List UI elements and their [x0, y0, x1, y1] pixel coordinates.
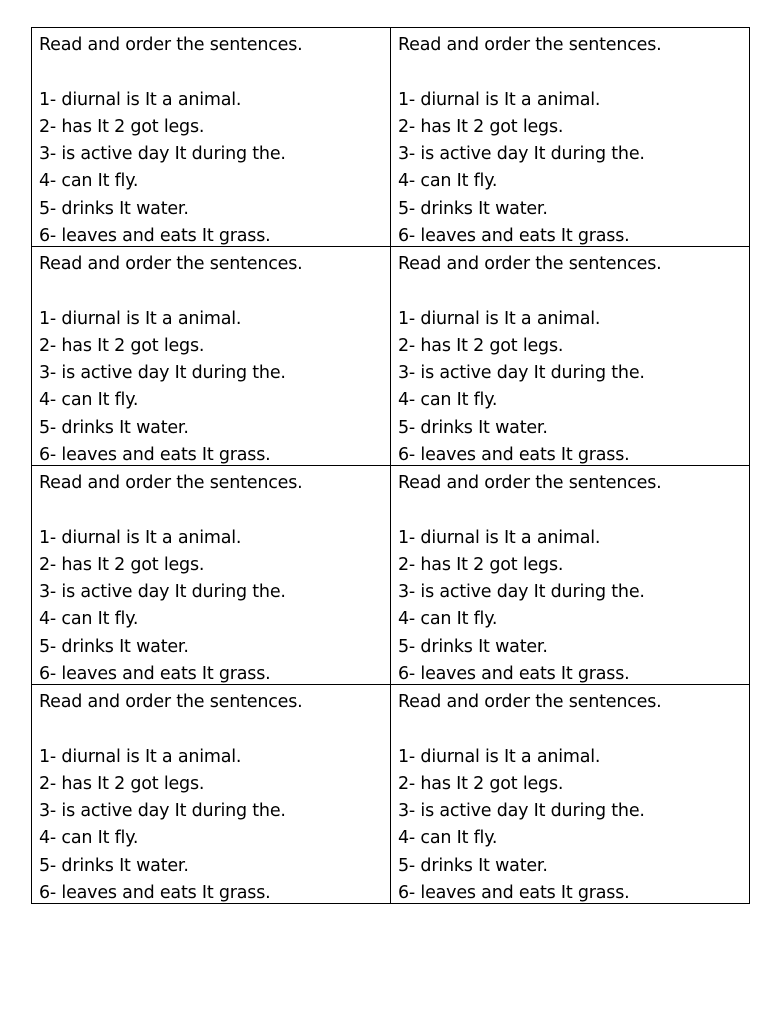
sentence-4: 4- can It fly.: [39, 609, 139, 630]
sentence-6: 6- leaves and eats It grass.: [398, 663, 630, 684]
worksheet-card: [391, 466, 750, 685]
sentence-1: 1- diurnal is It a animal.: [39, 746, 242, 767]
card-content: [32, 685, 390, 903]
sentence-6: 6- leaves and eats It grass.: [398, 225, 630, 246]
blank-line: [398, 498, 749, 525]
sentence-5: 5- drinks It water.: [39, 855, 189, 876]
sentence-6: 6- leaves and eats It grass.: [39, 882, 271, 903]
sentence-1: 1- diurnal is It a animal.: [398, 89, 601, 110]
sentence-2: 2- has It 2 got legs.: [398, 335, 564, 356]
sentence-3: 3- is active day It during the.: [398, 582, 645, 603]
sentence-5: 5- drinks It water.: [39, 198, 189, 219]
card-title: Read and order the sentences.: [398, 254, 662, 274]
sentence-5: 5- drinks It water.: [39, 417, 189, 438]
sentence-1: 1- diurnal is It a animal.: [398, 746, 601, 767]
sentence-4: 4- can It fly.: [398, 390, 498, 411]
sentence-1: 1- diurnal is It a animal.: [398, 527, 601, 548]
worksheet-card: [391, 685, 750, 904]
blank-line: [398, 60, 749, 87]
sentence-5: 5- drinks It water.: [398, 198, 548, 219]
sentence-4: 4- can It fly.: [39, 171, 139, 192]
worksheet-card: [391, 247, 750, 466]
card-title: Read and order the sentences.: [39, 254, 303, 274]
sentence-3: 3- is active day It during the.: [398, 801, 645, 822]
sentence-3: 3- is active day It during the.: [39, 801, 286, 822]
sentence-2: 2- has It 2 got legs.: [39, 773, 205, 794]
blank-line: [39, 60, 390, 87]
sentence-4: 4- can It fly.: [39, 390, 139, 411]
card-content: [32, 28, 390, 246]
sentence-3: 3- is active day It during the.: [39, 582, 286, 603]
sentence-1: 1- diurnal is It a animal.: [39, 527, 242, 548]
blank-line: [39, 279, 390, 306]
sentence-2: 2- has It 2 got legs.: [398, 773, 564, 794]
sentence-2: 2- has It 2 got legs.: [398, 554, 564, 575]
sentence-3: 3- is active day It during the.: [398, 144, 645, 165]
sentence-6: 6- leaves and eats It grass.: [398, 444, 630, 465]
card-content: [391, 685, 749, 903]
sentence-4: 4- can It fly.: [398, 828, 498, 849]
worksheet-table: [31, 27, 750, 904]
worksheet-card: [32, 28, 391, 247]
blank-line: [398, 717, 749, 744]
sentence-2: 2- has It 2 got legs.: [398, 116, 564, 137]
card-title: Read and order the sentences.: [39, 473, 303, 493]
sentence-1: 1- diurnal is It a animal.: [39, 308, 242, 329]
card-title: Read and order the sentences.: [39, 692, 303, 712]
card-content: [32, 247, 390, 465]
sentence-3: 3- is active day It during the.: [398, 363, 645, 384]
worksheet-card: [32, 685, 391, 904]
sentence-4: 4- can It fly.: [398, 609, 498, 630]
sentence-4: 4- can It fly.: [398, 171, 498, 192]
sentence-3: 3- is active day It during the.: [39, 363, 286, 384]
card-title: Read and order the sentences.: [39, 35, 303, 55]
table-row: [32, 247, 750, 466]
sentence-4: 4- can It fly.: [39, 828, 139, 849]
sentence-2: 2- has It 2 got legs.: [39, 116, 205, 137]
sentence-3: 3- is active day It during the.: [39, 144, 286, 165]
worksheet-card: [32, 466, 391, 685]
sentence-5: 5- drinks It water.: [398, 417, 548, 438]
sentence-5: 5- drinks It water.: [398, 855, 548, 876]
table-row: [32, 685, 750, 904]
sentence-2: 2- has It 2 got legs.: [39, 554, 205, 575]
card-title: Read and order the sentences.: [398, 692, 662, 712]
sentence-6: 6- leaves and eats It grass.: [39, 663, 271, 684]
worksheet-card: [391, 28, 750, 247]
card-content: [391, 28, 749, 246]
sentence-5: 5- drinks It water.: [39, 636, 189, 657]
blank-line: [39, 717, 390, 744]
card-content: [391, 466, 749, 684]
card-title: Read and order the sentences.: [398, 473, 662, 493]
sentence-1: 1- diurnal is It a animal.: [39, 89, 242, 110]
sentence-1: 1- diurnal is It a animal.: [398, 308, 601, 329]
table-row: [32, 466, 750, 685]
sentence-5: 5- drinks It water.: [398, 636, 548, 657]
sentence-6: 6- leaves and eats It grass.: [39, 444, 271, 465]
card-content: [391, 247, 749, 465]
worksheet-card: [32, 247, 391, 466]
blank-line: [398, 279, 749, 306]
table-row: [32, 28, 750, 247]
card-title: Read and order the sentences.: [398, 35, 662, 55]
card-content: [32, 466, 390, 684]
sentence-2: 2- has It 2 got legs.: [39, 335, 205, 356]
sentence-6: 6- leaves and eats It grass.: [39, 225, 271, 246]
sentence-6: 6- leaves and eats It grass.: [398, 882, 630, 903]
blank-line: [39, 498, 390, 525]
